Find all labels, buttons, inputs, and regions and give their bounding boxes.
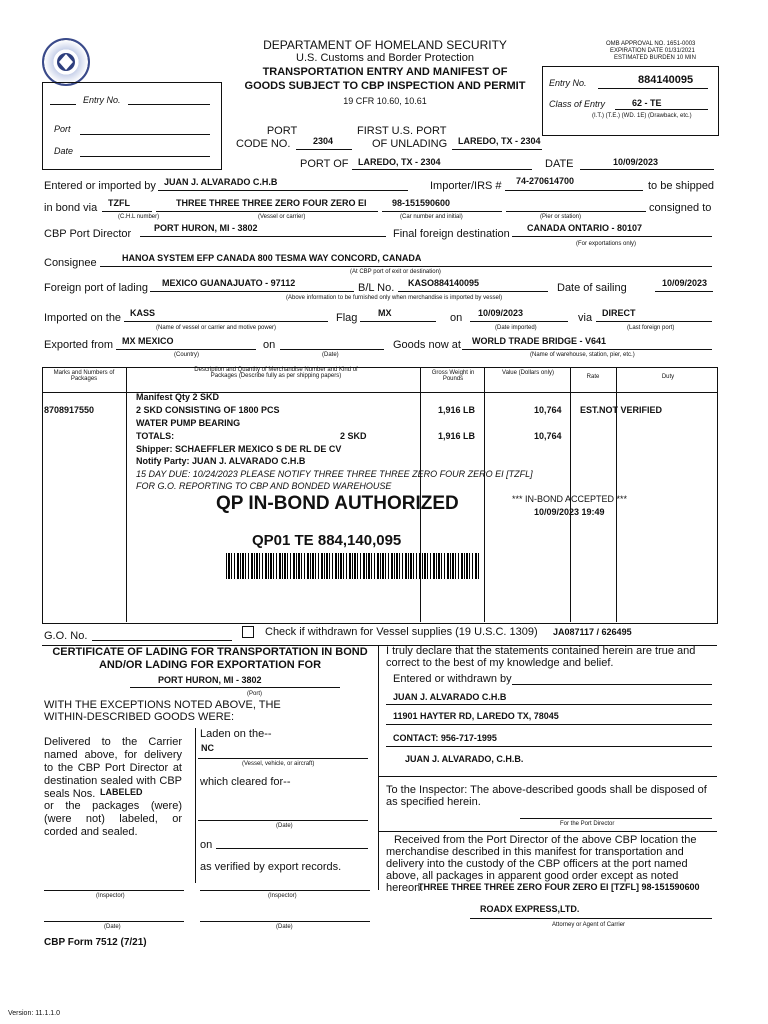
first-port-label1: FIRST U.S. PORT <box>357 125 447 137</box>
class-of-entry-value: 62 - TE <box>632 98 662 108</box>
imported-on-line <box>124 321 328 322</box>
class-of-entry-label: Class of Entry <box>549 99 606 109</box>
pier-note: (Pier or station) <box>540 214 582 220</box>
declarant-name-line <box>386 704 712 705</box>
right-entry-no-label: Entry No. <box>549 78 587 88</box>
flag-value: MX <box>378 308 392 318</box>
first-port-line <box>452 149 542 150</box>
attorney-note: Attorney or Agent of Carrier <box>552 922 626 928</box>
importer-label: Importer/IRS # <box>430 180 502 192</box>
col-divider-weight <box>484 367 485 622</box>
imported-date-value: 10/09/2023 <box>478 308 524 318</box>
left-date-label: Date <box>54 146 74 156</box>
rate-value: EST.NOT VERIFIED <box>580 405 663 415</box>
declaration-bottom-line <box>378 776 717 777</box>
date1-line <box>44 921 184 922</box>
vessel-supplies-checkbox[interactable] <box>242 626 254 638</box>
cbp-port-director-label: CBP Port Director <box>44 228 132 240</box>
certificate-port-line <box>130 687 340 688</box>
department-title: DEPARTAMENT OF HOMELAND SECURITY <box>263 38 507 52</box>
declarant-address-line <box>386 724 712 725</box>
port-of-label: PORT OF <box>300 158 349 170</box>
verified-text: as verified by export records. <box>200 861 342 873</box>
port-code-label1: PORT <box>266 125 298 137</box>
totals-value: 10,764 <box>534 431 562 441</box>
date-value: 10/09/2023 <box>613 157 659 167</box>
cleared-for-line <box>198 820 368 821</box>
to-be-shipped-label: to be shipped <box>648 180 715 192</box>
header-gross-weight: Gross Weight in Pounds <box>431 370 475 382</box>
totals-qty: 2 SKD <box>340 431 367 441</box>
pier-line <box>506 211 646 212</box>
exported-from-label: Exported from <box>44 339 114 351</box>
left-port-label: Port <box>54 124 71 134</box>
consignee-line <box>100 266 712 267</box>
imported-on-value: KASS <box>130 308 156 318</box>
entered-withdrawn-line <box>512 684 712 685</box>
omb-burden: ESTIMATED BURDEN 10 MIN <box>614 55 696 61</box>
port-code-line <box>296 149 352 150</box>
above-info-note: (Above information to be furnished only when merchandise is imported by vessel) <box>286 295 503 301</box>
car-number-value: 98-151590600 <box>392 198 451 208</box>
left-date-line[interactable] <box>80 156 210 157</box>
header-value: Value (Dollars only) <box>502 370 554 376</box>
foreign-port-line <box>150 291 354 292</box>
importer-value: 74-270614700 <box>516 176 575 186</box>
via-value: DIRECT <box>602 308 636 318</box>
foreign-port-label: Foreign port of lading <box>44 282 148 294</box>
via-label: via <box>578 312 593 324</box>
carrier-value: THREE THREE THREE ZERO FOUR ZERO EI <box>176 198 367 208</box>
at-cbp-note: (At CBP port of exit or destination) <box>350 269 441 275</box>
imported-on-label: Imported on the <box>44 312 122 324</box>
bond-via-label: in bond via <box>44 202 98 214</box>
declarant-signature: JUAN J. ALVARADO, C.H.B. <box>405 754 524 764</box>
car-note: (Car number and initial) <box>400 214 463 220</box>
carrier-signature: THREE THREE THREE ZERO FOUR ZERO EI [TZFL] 98-151590600 <box>418 882 700 892</box>
declarant-contact-line <box>386 746 712 747</box>
form-title-line2: GOODS SUBJECT TO CBP INSPECTION AND PERMIT <box>244 80 526 92</box>
certificate-port-note: (Port) <box>247 691 262 697</box>
warehouse-note: (Name of warehouse, station, pier, etc.) <box>530 352 635 358</box>
entered-by-label: Entered or imported by <box>44 180 156 192</box>
date-of-sailing-label: Date of sailing <box>557 282 627 294</box>
certificate-title1: CERTIFICATE OF LADING FOR TRANSPORTATION IN BOND <box>52 646 368 658</box>
chl-value: TZFL <box>108 198 130 208</box>
for-port-director-note: For the Port Director <box>560 821 615 827</box>
received-text: Received from the Port Director of the above CBP location the merchandise described in this manifest for transportation and delivery into the custody of the CBP officers at the port named above, all packages in apparent good order except as noted hereon. <box>386 834 697 894</box>
vessel-note: (Name of vessel or carrier and motive power) <box>156 325 277 331</box>
form-title-line1: TRANSPORTATION ENTRY AND MANIFEST OF <box>262 66 508 78</box>
flag-label: Flag <box>336 312 358 324</box>
roadx-express: ROADX EXPRESS,LTD. <box>480 904 580 914</box>
imported-date-line <box>470 321 568 322</box>
right-entry-no-value: 884140095 <box>638 74 694 86</box>
consignee-value: HANOA SYSTEM EFP CANADA 800 TESMA WAY CONCORD, CANADA <box>122 253 422 263</box>
class-of-entry-line <box>615 109 708 110</box>
col-divider-marks <box>126 367 127 622</box>
country-note: (Country) <box>174 352 200 358</box>
ja-reference: JA087117 / 626495 <box>553 627 632 637</box>
exported-from-line <box>116 349 256 350</box>
via-line <box>596 321 712 322</box>
exceptions-line2: WITHIN-DESCRIBED GOODS WERE: <box>44 711 235 723</box>
manifest-qty: Manifest Qty 2 SKD <box>136 392 220 402</box>
cleared-for-label: which cleared for-- <box>200 776 291 788</box>
certificate-port-value: PORT HURON, MI - 3802 <box>158 675 262 685</box>
final-destination-value: CANADA ONTARIO - 80107 <box>527 223 643 233</box>
received-top-line <box>378 831 717 832</box>
header-marks: Marks and Numbers of Packages <box>53 370 115 382</box>
totals-weight: 1,916 LB <box>438 431 476 441</box>
marks-value: 8708917550 <box>44 405 95 415</box>
left-entry-no-line[interactable] <box>128 104 210 105</box>
date-line <box>580 169 714 170</box>
attorney-line <box>470 918 712 919</box>
shipper-info: Shipper: SCHAEFFLER MEXICO S DE RL DE CV <box>136 444 342 454</box>
entry-barcode <box>226 553 480 579</box>
in-bond-accepted: *** IN-BOND ACCEPTED *** <box>512 494 628 504</box>
cfr-reference: 19 CFR 10.60, 10.61 <box>343 96 427 106</box>
qp-entry-number: QP01 TE 884,140,095 <box>252 532 402 549</box>
laden-on-value: NC <box>201 743 214 753</box>
goods-now-at-label: Goods now at <box>393 339 461 351</box>
date2-note: (Date) <box>276 924 293 930</box>
exported-date-line <box>280 349 384 350</box>
declaration-text: I truly declare that the statements contained herein are true and correct to the best of my knowledge and belief. <box>386 645 696 669</box>
inspector2-note: (Inspector) <box>268 893 297 899</box>
exceptions-line1: WITH THE EXCEPTIONS NOTED ABOVE, THE <box>44 699 281 711</box>
gross-weight-value: 1,916 LB <box>438 405 476 415</box>
declarant-address: 11901 HAYTER RD, LAREDO TX, 78045 <box>393 711 559 721</box>
in-bond-authorized-stamp: QP IN-BOND AUTHORIZED <box>216 493 459 514</box>
imported-date-on-label: on <box>450 312 463 324</box>
bottom-section-divider <box>378 645 379 890</box>
date-of-sailing-value: 10/09/2023 <box>662 278 708 288</box>
inspector-instruction: To the Inspector: The above-described goods shall be disposed of as specified herein. <box>386 784 707 808</box>
inspector1-note: (Inspector) <box>96 893 125 899</box>
laden-on-label: Laden on the-- <box>200 728 272 740</box>
left-entry-no-label: Entry No. <box>83 95 121 105</box>
flag-line <box>360 321 436 322</box>
version-label: Version: 11.1.1.0 <box>8 1010 61 1017</box>
bl-value: KASO884140095 <box>408 278 480 288</box>
seals-value: LABELED <box>100 787 143 797</box>
class-of-entry-note: (I.T.) (T.E.) (WD. 1E) (Drawback, etc.) <box>592 113 692 119</box>
value-amount: 10,764 <box>534 405 562 415</box>
carrier-line <box>156 211 378 212</box>
date1-note: (Date) <box>104 924 121 930</box>
port-code-value: 2304 <box>313 136 334 146</box>
exported-from-value: MX MEXICO <box>122 336 174 346</box>
foreign-port-value: MEXICO GUANAJUATO - 97112 <box>162 278 296 288</box>
inspector1-line <box>44 890 184 891</box>
bl-line <box>398 291 548 292</box>
first-port-value: LAREDO, TX - 2304 <box>458 136 541 146</box>
header-duty: Duty <box>661 374 675 380</box>
goods-now-at-line <box>462 349 712 350</box>
left-port-line[interactable] <box>80 134 210 135</box>
due-notice-line1: 15 DAY DUE: 10/24/2023 PLEASE NOTIFY THREE THREE THREE ZERO FOUR ZERO EI [TZFL] <box>136 469 533 479</box>
packages-text: or the packages (were) (were not) labeled, or corded and sealed. <box>44 800 182 838</box>
certificate-inner-divider <box>195 728 196 883</box>
totals-label: TOTALS: <box>136 431 175 441</box>
agency-title: U.S. Customs and Border Protection <box>296 52 474 64</box>
entry-no-prefix-line <box>50 104 76 105</box>
vessel-vehicle-note: (Vessel, vehicle, or aircraft) <box>242 761 315 767</box>
entered-by-value: JUAN J. ALVARADO C.H.B <box>164 177 278 187</box>
date-of-sailing-line <box>655 291 713 292</box>
goods-now-at-value: WORLD TRADE BRIDGE - V641 <box>472 336 607 346</box>
on-date-line <box>216 848 368 849</box>
go-no-line[interactable] <box>92 640 232 641</box>
port-code-label2: CODE NO. <box>236 138 291 150</box>
importer-line <box>505 190 643 191</box>
chl-line <box>102 211 152 212</box>
first-port-label2: OF UNLADING <box>372 138 448 150</box>
header-rate: Rate <box>586 374 600 380</box>
cleared-date-note: (Date) <box>276 823 293 829</box>
port-director-line <box>520 818 712 819</box>
go-no-label: G.O. No. <box>44 630 88 642</box>
port-of-value: LAREDO, TX - 2304 <box>358 157 441 167</box>
bl-label: B/L No. <box>358 282 395 294</box>
right-entry-no-line <box>598 88 708 89</box>
date-imported-note: (Date imported) <box>495 325 537 331</box>
vessel-supplies-label: Check if withdrawn for Vessel supplies (19 U.S.C. 1309) <box>265 626 538 638</box>
cbp-port-director-value: PORT HURON, MI - 3802 <box>154 223 258 233</box>
last-port-note: (Last foreign port) <box>627 325 675 331</box>
port-of-line <box>352 169 532 170</box>
date-label: DATE <box>545 158 574 170</box>
final-destination-label: Final foreign destination <box>393 228 510 240</box>
certificate-title2: AND/OR LADING FOR EXPORTATION FOR <box>98 659 322 671</box>
consigned-to-label: consigned to <box>649 202 712 214</box>
entered-withdrawn-label: Entered or withdrawn by <box>393 673 512 685</box>
on-label: on <box>200 839 213 851</box>
laden-on-line <box>198 758 368 759</box>
car-number-line <box>382 211 502 212</box>
declarant-contact: CONTACT: 956-717-1995 <box>393 733 497 743</box>
chl-note: (C.H.L number) <box>118 214 160 220</box>
description-line1: 2 SKD CONSISTING OF 1800 PCS <box>136 405 280 415</box>
omb-approval: OMB APPROVAL NO. 1651-0003 <box>606 41 696 47</box>
date2-line <box>200 921 370 922</box>
carrier-note: (Vessel or carrier) <box>258 214 306 220</box>
entered-by-line <box>158 190 408 191</box>
omb-expiration: EXPIRATION DATE 01/31/2021 <box>610 48 695 54</box>
due-notice-line2: FOR G.O. REPORTING TO CBP AND BONDED WAREHOUSE <box>136 481 392 491</box>
exported-date-note: (Date) <box>322 352 339 358</box>
header-description: Description and Quantity of Merchandise Number and Kind of Packages (Describe fully as per shipping papers) <box>194 367 358 379</box>
in-bond-accepted-time: 10/09/2023 19:49 <box>534 507 605 517</box>
exported-on-label: on <box>263 339 276 351</box>
cbp-port-director-line <box>140 236 386 237</box>
declarant-name: JUAN J. ALVARADO C.H.B <box>393 692 507 702</box>
inspector2-line <box>200 890 370 891</box>
consignee-label: Consignee <box>44 257 97 269</box>
export-note: (For exportations only) <box>576 241 637 247</box>
final-destination-line <box>512 236 712 237</box>
form-number: CBP Form 7512 (7/21) <box>44 937 147 948</box>
delivered-text: Delivered to the Carrier named above, for delivery to the CBP Port Director at destination sealed with CBP seals Nos. <box>44 736 182 800</box>
notify-party: Notify Party: JUAN J. ALVARADO C.H.B <box>136 456 306 466</box>
dhs-seal-logo <box>42 38 90 86</box>
description-line2: WATER PUMP BEARING <box>136 418 241 428</box>
